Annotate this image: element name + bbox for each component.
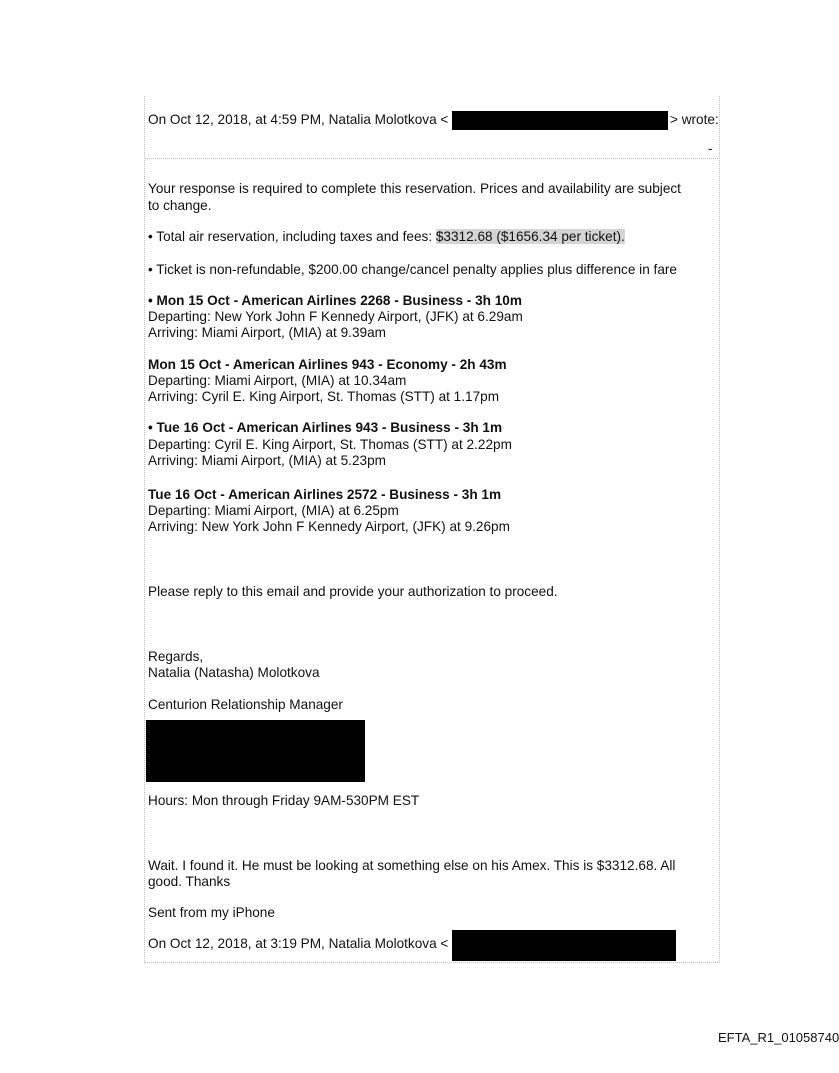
flight-arrive: Arriving: Miami Airport, (MIA) at 9.39am xyxy=(148,325,386,340)
header-suffix: > wrote: xyxy=(670,112,719,127)
sent-from: Sent from my iPhone xyxy=(148,905,275,920)
flight-title: Mon 15 Oct - American Airlines 943 - Economy - 2h 43m xyxy=(148,357,507,372)
header-prefix: On Oct 12, 2018, at 4:59 PM, Natalia Molotkova < xyxy=(148,112,449,127)
header-line xyxy=(148,111,448,128)
hours: Hours: Mon through Friday 9AM-530PM EST xyxy=(148,793,420,808)
quoted-message-border xyxy=(144,158,718,963)
penalty-line: • Ticket is non-refundable, $200.00 change/cancel penalty applies plus difference in fare xyxy=(148,262,677,277)
document-id: EFTA_R1_01058740 xyxy=(718,1030,839,1045)
flight-arrive: Arriving: New York John F Kennedy Airport, (JFK) at 9.26pm xyxy=(148,519,510,534)
flight-depart: Departing: Miami Airport, (MIA) at 10.34am xyxy=(148,373,407,388)
please-reply: Please reply to this email and provide your authorization to proceed. xyxy=(148,584,558,599)
redaction-contact xyxy=(146,720,365,782)
flight-arrive: Arriving: Cyril E. King Airport, St. Thomas (STT) at 1.17pm xyxy=(148,389,500,404)
regards: Regards, xyxy=(148,649,204,664)
redaction-email-2 xyxy=(452,930,676,961)
intro-line-1: Your response is required to complete this reservation. Prices and availability are subject xyxy=(148,181,681,196)
signature-name: Natalia (Natasha) Molotkova xyxy=(148,665,320,680)
redaction-email xyxy=(452,111,668,130)
total-label: • Total air reservation, including taxes and fees: xyxy=(148,229,436,244)
flight-depart: Departing: New York John F Kennedy Airport, (JFK) at 6.29am xyxy=(148,309,523,324)
total-amount: $3312.68 ($1656.34 per ticket). xyxy=(435,229,625,244)
dash: - xyxy=(708,141,713,156)
flight-title: • Mon 15 Oct - American Airlines 2268 - Business - 3h 10m xyxy=(148,293,522,308)
flight-depart: Departing: Miami Airport, (MIA) at 6.25pm xyxy=(148,503,399,518)
total-line xyxy=(148,228,625,245)
signature-role: Centurion Relationship Manager xyxy=(148,697,343,712)
intro-line-2: to change. xyxy=(148,198,212,213)
flight-title: Tue 16 Oct - American Airlines 2572 - Business - 3h 1m xyxy=(148,487,502,502)
reply-line-2: good. Thanks xyxy=(148,874,231,889)
flight-depart: Departing: Cyril E. King Airport, St. Thomas (STT) at 2.22pm xyxy=(148,437,512,452)
flight-arrive: Arriving: Miami Airport, (MIA) at 5.23pm xyxy=(148,453,386,468)
flight-title: • Tue 16 Oct - American Airlines 943 - Business - 3h 1m xyxy=(148,420,503,435)
reply-line-1: Wait. I found it. He must be looking at something else on his Amex. This is $3312.68. All xyxy=(148,858,676,873)
quote-header: On Oct 12, 2018, at 3:19 PM, Natalia Molotkova < xyxy=(148,936,449,951)
